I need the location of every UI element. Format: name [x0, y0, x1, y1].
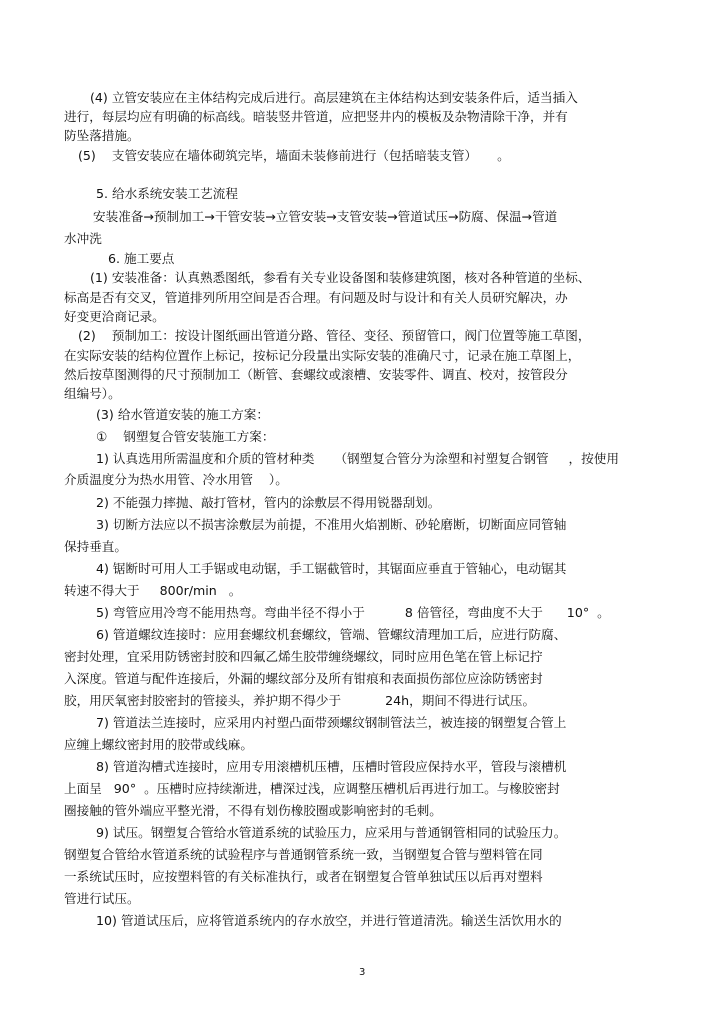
text-line: 圈接触的管外端应平整光滑，不得有划伤橡胶圈或影响密封的毛刺。: [64, 803, 442, 818]
text-line: 8) 管道沟槽式连接时，应用专用滚槽机压槽，压槽时管段应保持水平，管段与滚槽机: [96, 759, 567, 774]
text-line: 标高是否有交叉，管道排列所用空间是否合理。有问题及时与设计和有关人员研究解决，办: [64, 290, 568, 305]
text-line: 1) 认真选用所需温度和介质的管材种类 （钢塑复合管分为涂塑和衬塑复合钢管 ，按使用: [96, 451, 619, 466]
text-line: 10) 管道试压后，应将管道系统内的存水放空，并进行管道清洗。输送生活饮用水的: [96, 913, 562, 928]
text-line: 水冲洗: [64, 231, 102, 246]
text-line: 2) 不能强力摔抛、敲打管材，管内的涂敷层不得用锐器刮划。: [96, 495, 441, 510]
text-line: 转速不得大于 800r/min 。: [64, 583, 242, 598]
text-line: (1) 安装准备：认真熟悉图纸，参看有关专业设备图和装修建筑图，核对各种管道的坐标、: [90, 270, 591, 285]
text-line: 安装准备→预制加工→干管安装→立管安装→支管安装→管道试压→防腐、保温→管道: [93, 209, 558, 224]
text-line: 管进行试压。: [64, 891, 140, 906]
text-line: 防坠落措施。: [64, 128, 140, 143]
text-line: 6) 管道螺纹连接时：应用套螺纹机套螺纹，管端、管螺纹清理加工后，应进行防腐、: [96, 627, 567, 642]
text-line: 3) 切断方法应以不损害涂敷层为前提，不准用火焰割断、砂轮磨断，切断面应同管轴: [96, 517, 567, 532]
section-heading: 6. 施工要点: [108, 251, 175, 266]
page-number: 3: [359, 967, 366, 978]
text-line: 应缠上螺纹密封用的胶带或线麻。: [64, 737, 253, 752]
text-line: 在实际安装的结构位置作上标记，按标记分段量出实际安装的准确尺寸，记录在施工草图上，: [64, 348, 581, 363]
text-line: (5) 支管安装应在墙体砌筑完毕，墙面未装修前进行（包括暗装支管） 。: [78, 148, 510, 163]
text-line: 4) 锯断时可用人工手锯或电动锯，手工锯截管时，其锯面应垂直于管轴心，电动锯其: [96, 561, 567, 576]
text-line: 进行，每层均应有明确的标高线。暗装竖井管道，应把竖井内的模板及杂物清除干净，并有: [64, 109, 568, 124]
text-line: 好变更洽商记录。: [64, 309, 165, 324]
text-line: 一系统试压时，应按塑料管的有关标准执行，或者在钢塑复合管单独试压以后再对塑料: [64, 869, 543, 884]
text-line: 5) 弯管应用冷弯不能用热弯。弯曲半径不得小于 8 倍管径，弯曲度不大于 10° 。: [96, 605, 610, 620]
text-line: 胶，用厌氧密封胶密封的管接头，养护期不得少于 24h，期间不得进行试压。: [64, 693, 536, 708]
text-line: 钢塑复合管给水管道系统的试验程序与普通钢管系统一致，当钢塑复合管与塑料管在同: [64, 847, 543, 862]
text-line: 入深度。管道与配件连接后，外漏的螺纹部分及所有钳痕和表面损伤部位应涂防锈密封: [64, 671, 543, 686]
section-heading: 5. 给水系统安装工艺流程: [96, 186, 238, 201]
text-line: ① 钢塑复合管安装施工方案：: [96, 429, 275, 444]
text-line: 密封处理，宜采用防锈密封胶和四氟乙烯生胶带缠绕螺纹，同时应用色笔在管上标记拧: [64, 649, 543, 664]
text-line: (3) 给水管道安装的施工方案：: [96, 407, 269, 422]
text-line: 介质温度分为热水用管、冷水用管 ）。: [64, 472, 288, 487]
text-line: 9) 试压。钢塑复合管给水管道系统的试验压力，应采用与普通钢管相同的试验压力。: [96, 825, 567, 840]
text-line: 上面呈 90° 。压槽时应持续渐进，槽深过浅，应调整压槽机后再进行加工。与橡胶密封: [64, 781, 560, 796]
text-line: 组编号）。: [64, 386, 121, 401]
text-line: 保持垂直。: [64, 539, 127, 554]
text-line: 然后按草图测得的尺寸预制加工（断管、套螺纹或滚槽、安装零件、调直、校对，按管段分: [64, 367, 568, 382]
text-line: (2) 预制加工：按设计图纸画出管道分路、管径、变径、预留管口，阀门位置等施工草图，: [78, 328, 591, 343]
text-line: 7) 管道法兰连接时，应采用内衬塑凸面带颈螺纹钢制管法兰，被连接的钢塑复合管上: [96, 715, 567, 730]
text-line: (4) 立管安装应在主体结构完成后进行。高层建筑在主体结构达到安装条件后，适当插入: [90, 90, 578, 105]
